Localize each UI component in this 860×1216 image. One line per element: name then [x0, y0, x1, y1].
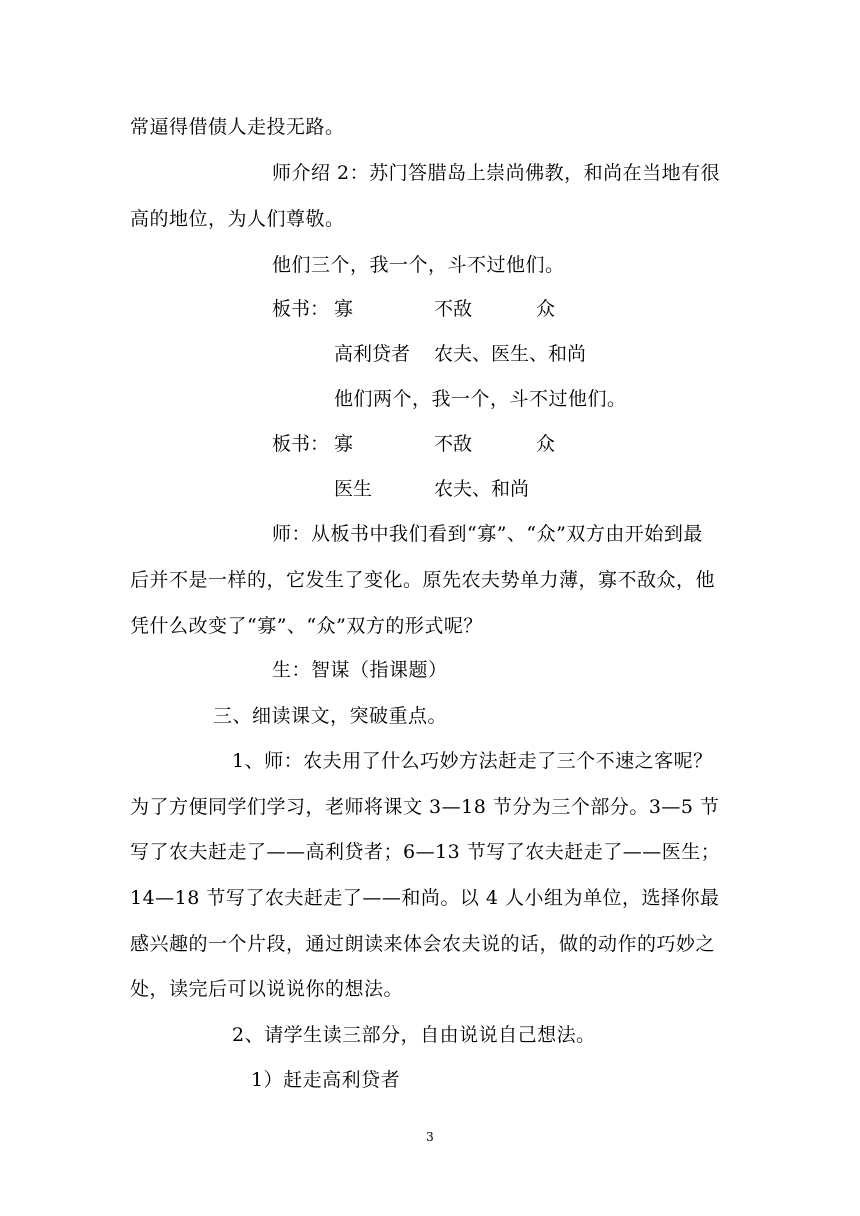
board-cell-cannot-beat: 不敌 [434, 298, 473, 320]
board-cell-few: 寡 [334, 433, 354, 455]
paragraph-line: 师介绍 2：苏门答腊岛上崇尚佛教，和尚在当地有很 [272, 162, 721, 184]
paragraph-line: 生：智谋（指课题） [272, 659, 448, 681]
paragraph-line: 他们两个，我一个，斗不过他们。 [334, 388, 627, 410]
paragraph-line: 感兴趣的一个片段，通过朗读来体会农夫说的话，做的动作的巧妙之 [130, 933, 716, 955]
board-cell-many: 众 [536, 433, 556, 455]
paragraph-line: 处，读完后可以说说你的想法。 [130, 978, 404, 1000]
paragraph-line: 常逼得借债人走投无路。 [130, 116, 345, 138]
board-cell-few-party: 医生 [334, 478, 373, 500]
paragraph-line: 他们三个，我一个，斗不过他们。 [272, 254, 565, 276]
board-cell-many: 众 [536, 298, 556, 320]
board-notes-row [0, 342, 860, 366]
paragraph-line: 为了方便同学们学习，老师将课文 3—18 节分为三个部分。3—5 节 [130, 796, 720, 818]
section-heading: 三、细读课文，突破重点。 [213, 705, 448, 727]
subsection-heading: 1）赶走高利贷者 [251, 1069, 401, 1091]
paragraph-line: 师：从板书中我们看到“寡”、“众”双方由开始到最 [272, 523, 703, 545]
paragraph-line: 写了农夫赶走了——高利贷者；6—13 节写了农夫赶走了——医生； [130, 841, 721, 863]
board-notes-row [0, 477, 860, 501]
board-notes-row [0, 432, 860, 456]
board-label: 板书： [272, 433, 330, 455]
paragraph-line: 后并不是一样的，它发生了变化。原先农夫势单力薄，寡不敌众，他 [130, 569, 716, 591]
paragraph-line: 14—18 节写了农夫赶走了——和尚。以 4 人小组为单位，选择你最 [130, 887, 720, 909]
paragraph-line: 1、师：农夫用了什么巧妙方法赶走了三个不速之客呢？ [232, 750, 713, 772]
board-notes-row [0, 297, 860, 321]
board-cell-many-party: 农夫、和尚 [434, 478, 530, 500]
board-cell-few: 寡 [334, 298, 354, 320]
paragraph-line: 凭什么改变了“寡”、“众”双方的形式呢？ [130, 615, 483, 637]
board-cell-many-party: 农夫、医生、和尚 [434, 343, 587, 365]
board-cell-cannot-beat: 不敌 [434, 433, 473, 455]
paragraph-line: 高的地位，为人们尊敬。 [130, 208, 345, 230]
board-label: 板书： [272, 298, 330, 320]
board-cell-few-party: 高利贷者 [334, 343, 411, 365]
paragraph-line: 2、请学生读三部分，自由说说自己想法。 [232, 1024, 596, 1046]
page-number: 3 [426, 1130, 434, 1144]
